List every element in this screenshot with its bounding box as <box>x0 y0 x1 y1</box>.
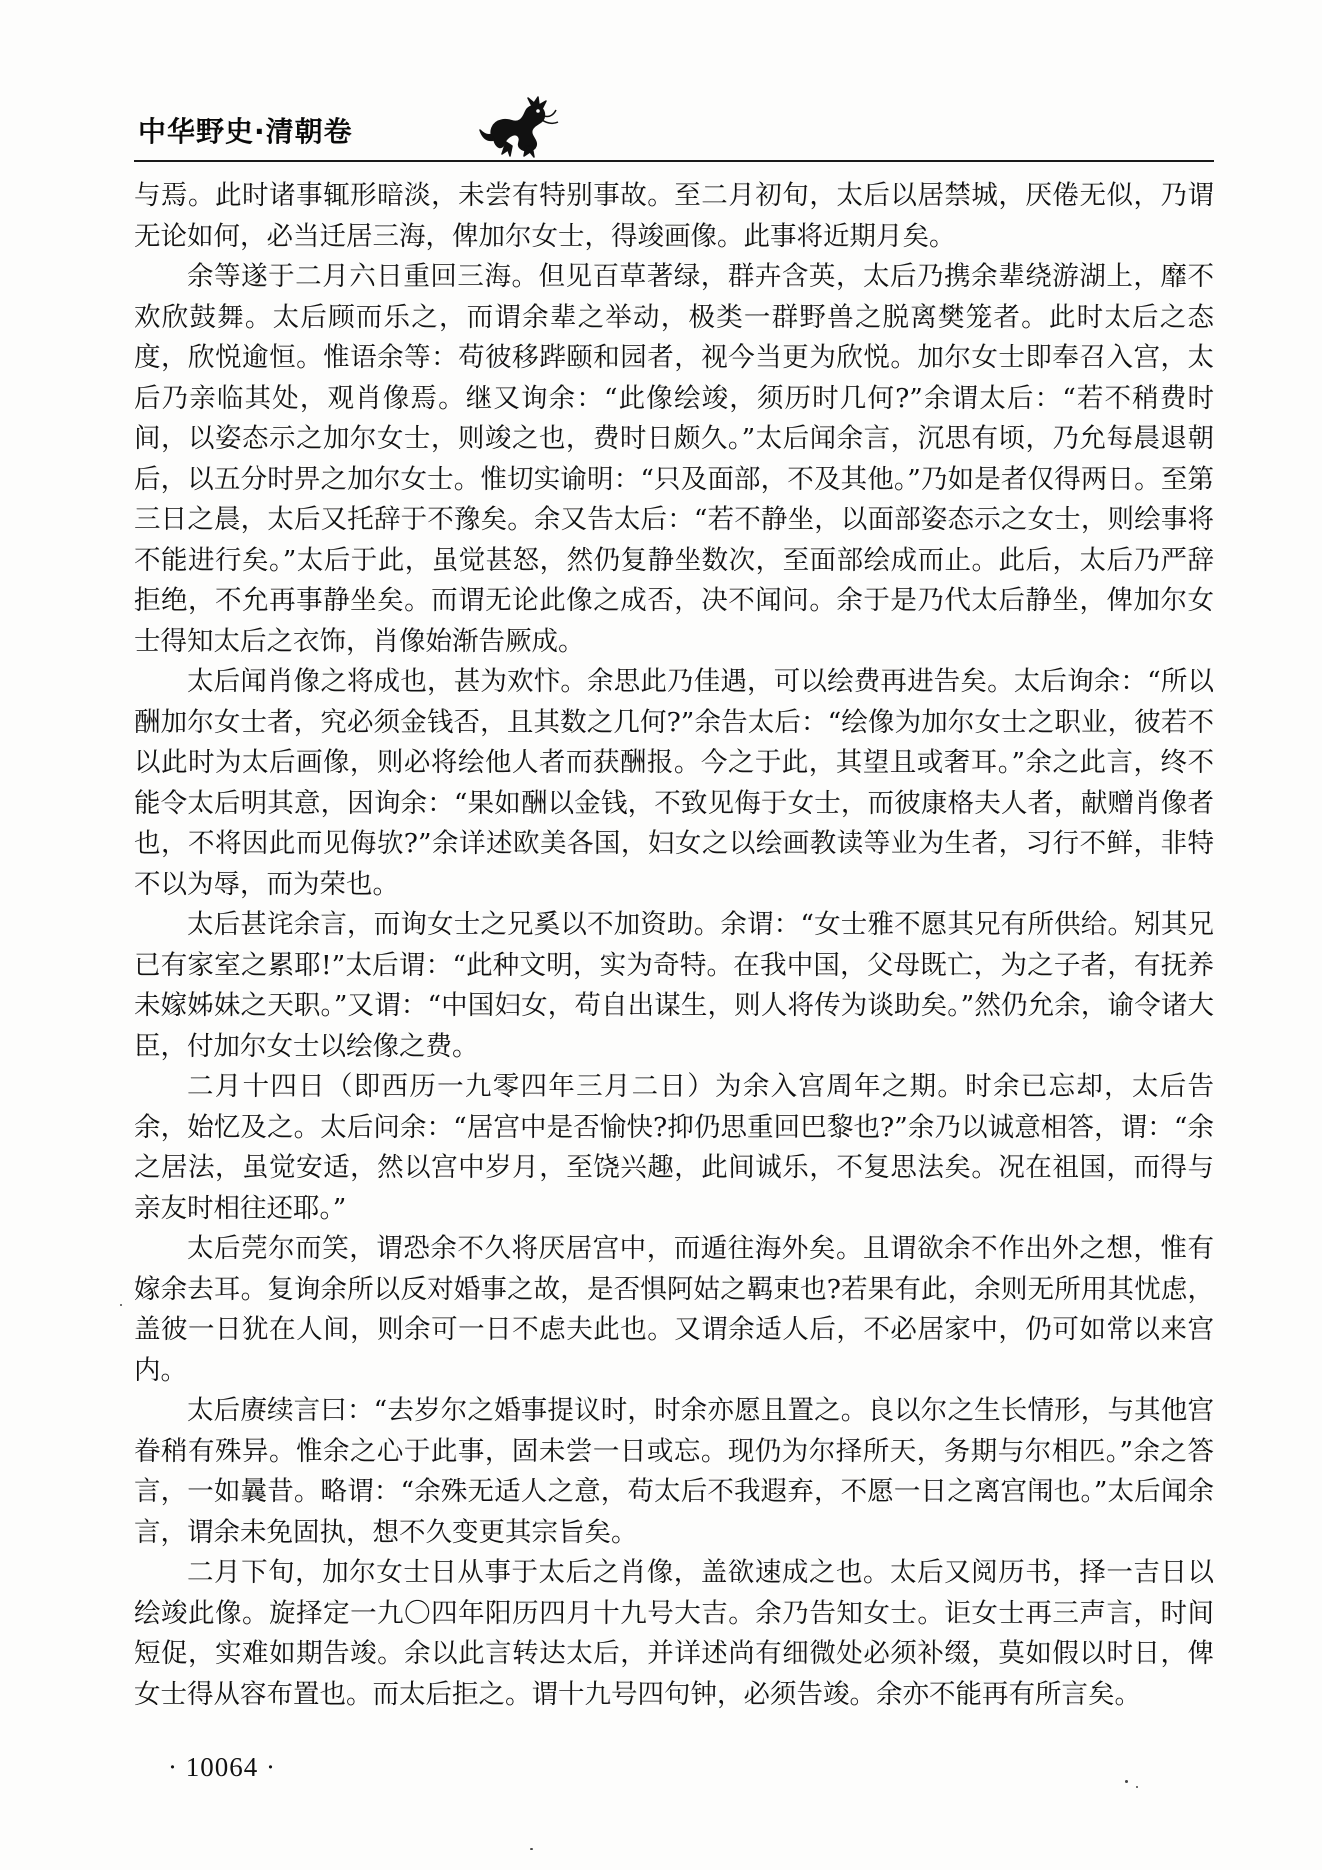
paragraph: 太后闻肖像之将成也，甚为欢忭。余思此乃佳遇，可以绘费再进告矣。太后询余：“所以酬加尔女士者，究必须金钱否，且其数之几何?”余告太后：“绘像为加尔女士之职业，彼若不以此时为太后画像，则必将绘他人者而获酬报。今之于此，其望且或奢耳。”余之此言，终不能令太后明其意，因询余：“果如酬以金钱，不致见侮于女士，而彼康格夫人者，献赠肖像者也，不将因此而见侮欤?”余详述欧美各国，妇女之以绘画教读等业为生者，习行不鲜，非特不以为辱，而为荣也。 <box>134 666 1214 900</box>
running-head: 中华野史·清朝卷 <box>138 115 353 148</box>
body-text <box>134 176 1214 1715</box>
paragraph: 太后甚诧余言，而询女士之兄奚以不加资助。余谓：“女士雅不愿其兄有所供给。矧其兄已有家室之累耶!”太后谓：“此种文明，实为奇特。在我中国，父母既亡，为之子者，有抚养未嫁姊妹之天职。”又谓：“中国妇女，苟自出谋生，则人将传为谈助矣。”然仍允余，谕令诸大臣，付加尔女士以绘像之费。 <box>134 909 1214 1062</box>
dragon-icon <box>476 96 560 158</box>
paragraph: 太后莞尔而笑，谓恐余不久将厌居宫中，而遁往海外矣。且谓欲余不作出外之想，惟有嫁余去耳。复询余所以反对婚事之故，是否惧阿姑之羁束也?若果有此，余则无所用其忧虑，盖彼一日犹在人间，则余可一日不虑夫此也。又谓余适人后，不必居家中，仍可如常以来宫内。 <box>134 1233 1214 1386</box>
paragraph: 二月十四日（即西历一九零四年三月二日）为余入宫周年之期。时余已忘却，太后告余，始忆及之。太后问余：“居宫中是否愉快?抑仍思重回巴黎也?”余乃以诚意相答，谓：“余之居法，虽觉安适，然以宫中岁月，至饶兴趣，此间诚乐，不复思法矣。况在祖国，而得与亲友时相往还耶。” <box>134 1071 1214 1224</box>
scan-speck <box>120 1304 122 1306</box>
header-rule <box>134 160 1214 162</box>
scan-speck <box>530 1848 533 1850</box>
paragraph-continued: 与焉。此时诸事辄形暗淡，未尝有特别事故。至二月初旬，太后以居禁城，厌倦无似，乃谓无论如何，必当迁居三海，俾加尔女士，得竣画像。此事将近期月矣。 <box>134 180 1214 252</box>
page-number: · 10064 · <box>168 1752 276 1782</box>
paragraph: 二月下旬，加尔女士日从事于太后之肖像，盖欲速成之也。太后又阅历书，择一吉日以绘竣此像。旋择定一九〇四年阳历四月十九号大吉。余乃告知女士。讵女士再三声言，时间短促，实难如期告竣。余以此言转达太后，并详述尚有细微处必须补缀，莫如假以时日，俾女士得从容布置也。而太后拒之。谓十九号四句钟，必须告竣。余亦不能再有所言矣。 <box>134 1557 1214 1710</box>
paragraph: 太后赓续言曰：“去岁尔之婚事提议时，时余亦愿且置之。良以尔之生长情形，与其他宫眷稍有殊异。惟余之心于此事，固未尝一日或忘。现仍为尔择所天，务期与尔相匹。”余之答言，一如曩昔。略谓：“余殊无适人之意，苟太后不我遐弃，不愿一日之离宫闱也。”太后闻余言，谓余未免固执，想不久变更其宗旨矣。 <box>134 1395 1214 1548</box>
page-header <box>134 96 1214 156</box>
scan-speck <box>1136 1786 1138 1788</box>
scan-speck <box>1125 1780 1128 1783</box>
paragraph: 余等遂于二月六日重回三海。但见百草著绿，群卉含英，太后乃携余辈绕游湖上，靡不欢欣鼓舞。太后顾而乐之，而谓余辈之举动，极类一群野兽之脱离樊笼者。此时太后之态度，欣悦逾恒。惟语余等：苟彼移跸颐和园者，视今当更为欣悦。加尔女士即奉召入宫，太后乃亲临其处，观肖像焉。继又询余：“此像绘竣，须历时几何?”余谓太后：“若不稍费时间，以姿态示之加尔女士，则竣之也，费时日颇久。”太后闻余言，沉思有顷，乃允每晨退朝后，以五分时畀之加尔女士。惟切实谕明：“只及面部，不及其他。”乃如是者仅得两日。至第三日之晨，太后又托辞于不豫矣。余又告太后：“若不静坐，以面部姿态示之女士，则绘事将不能进行矣。”太后于此，虽觉甚怒，然仍复静坐数次，至面部绘成而止。此后，太后乃严辞拒绝，不允再事静坐矣。而谓无论此像之成否，决不闻问。余于是乃代太后静坐，俾加尔女士得知太后之衣饰，肖像始渐告厥成。 <box>134 261 1214 657</box>
